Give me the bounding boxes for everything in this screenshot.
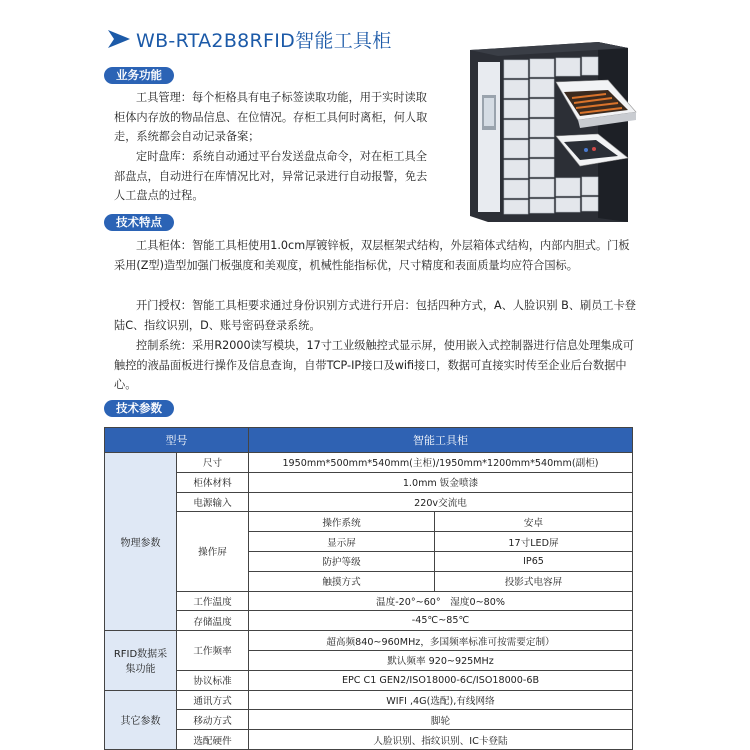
table-header-product: 智能工具柜 (249, 428, 633, 453)
section-heading-business: 业务功能 (104, 67, 174, 84)
screen-key: 显示屏 (249, 532, 435, 552)
row-label: 操作屏 (177, 512, 249, 591)
row-label: 通讯方式 (177, 690, 249, 710)
table-row (105, 710, 633, 730)
table-row (105, 730, 633, 750)
row-value: 超高频840~960MHz，多国频率标准可按需要定制） (249, 631, 633, 651)
table-row (105, 670, 633, 690)
table-row (105, 611, 633, 631)
features-paragraph-3: 控制系统：采用R2000读写模块，17寸工业级触控式显示屏，使用嵌入式控制器进行信息处理集成可触控的液晶面板进行操作及信息查询，自带TCP-IP接口及wifi接口，数据可直接实时传至企业后台数据中心。 (114, 339, 634, 391)
business-paragraph-2: 定时盘库：系统自动通过平台发送盘点命令，对在柜工具全部盘点，自动进行在库情况比对，异常记录进行自动报警，免去人工盘点的过程。 (114, 150, 428, 202)
table-row (105, 492, 633, 512)
row-label: 工作频率 (177, 631, 249, 671)
screen-key: 触摸方式 (249, 571, 435, 591)
row-label: 工作温度 (177, 591, 249, 611)
table-header-row (105, 428, 633, 453)
group-other: 其它参数 (105, 690, 177, 749)
group-physical: 物理参数 (105, 453, 177, 631)
title-row (108, 24, 392, 54)
page-title: WB-RTA2B8RFID智能工具柜 (136, 29, 392, 52)
table-row (105, 472, 633, 492)
screen-value: 17寸LED屏 (435, 532, 633, 552)
row-value: WIFI ,4G(选配),有线网络 (249, 690, 633, 710)
table-row (105, 690, 633, 710)
row-value: 1950mm*500mm*540mm(主柜)/1950mm*1200mm*540mm(副柜) (249, 453, 633, 473)
table-row (105, 512, 633, 532)
features-paragraph-1: 工具柜体：智能工具柜使用1.0cm厚镀锌板，双层框架式结构，外层箱体式结构，内部内胆式。门板采用(Z型)造型加强门板强度和美观度，机械性能指标优，尺寸精度和表面质量均应符合国标。 (114, 239, 630, 272)
section-heading-params: 技术参数 (104, 400, 174, 417)
table-row (105, 631, 633, 651)
table-row (105, 453, 633, 473)
row-label: 尺寸 (177, 453, 249, 473)
row-value: EPC C1 GEN2/ISO18000-6C/ISO18000-6B (249, 670, 633, 690)
row-value: 1.0mm 钣金喷漆 (249, 472, 633, 492)
screen-value: 投影式电容屏 (435, 571, 633, 591)
row-label: 存储温度 (177, 611, 249, 631)
spec-table (104, 427, 633, 750)
row-value: 脚轮 (249, 710, 633, 730)
group-rfid: RFID数据采集功能 (105, 631, 177, 690)
row-label: 柜体材料 (177, 472, 249, 492)
row-label: 选配硬件 (177, 730, 249, 750)
screen-value: IP65 (435, 551, 633, 571)
row-value: 温度-20°~60° 湿度0~80% (249, 591, 633, 611)
screen-key: 操作系统 (249, 512, 435, 532)
title-arrow-icon (108, 30, 130, 48)
table-row (105, 591, 633, 611)
screen-key: 防护等级 (249, 551, 435, 571)
row-value: 220v交流电 (249, 492, 633, 512)
section-heading-features: 技术特点 (104, 214, 174, 231)
row-label: 移动方式 (177, 710, 249, 730)
row-label: 电源输入 (177, 492, 249, 512)
table-header-model: 型号 (105, 428, 249, 453)
features-paragraph-2: 开门授权：智能工具柜要求通过身份识别方式进行开启：包括四种方式，A、人脸识别 B、刷员工卡登陆C、指纹识别，D、账号密码登录系统。 (114, 299, 636, 332)
row-value: 人脸识别、指纹识别、IC卡登陆 (249, 730, 633, 750)
business-paragraph-1: 工具管理：每个柜格具有电子标签读取功能，用于实时读取柜体内存放的物品信息、在位情况。存柜工具何时离柜，何人取走，系统都会自动记录备案； (114, 91, 428, 143)
row-label: 协议标准 (177, 670, 249, 690)
tool-cabinet-image (468, 40, 638, 225)
row-value: 默认频率 920~925MHz (249, 650, 633, 670)
row-value: -45℃~85℃ (249, 611, 633, 631)
screen-value: 安卓 (435, 512, 633, 532)
